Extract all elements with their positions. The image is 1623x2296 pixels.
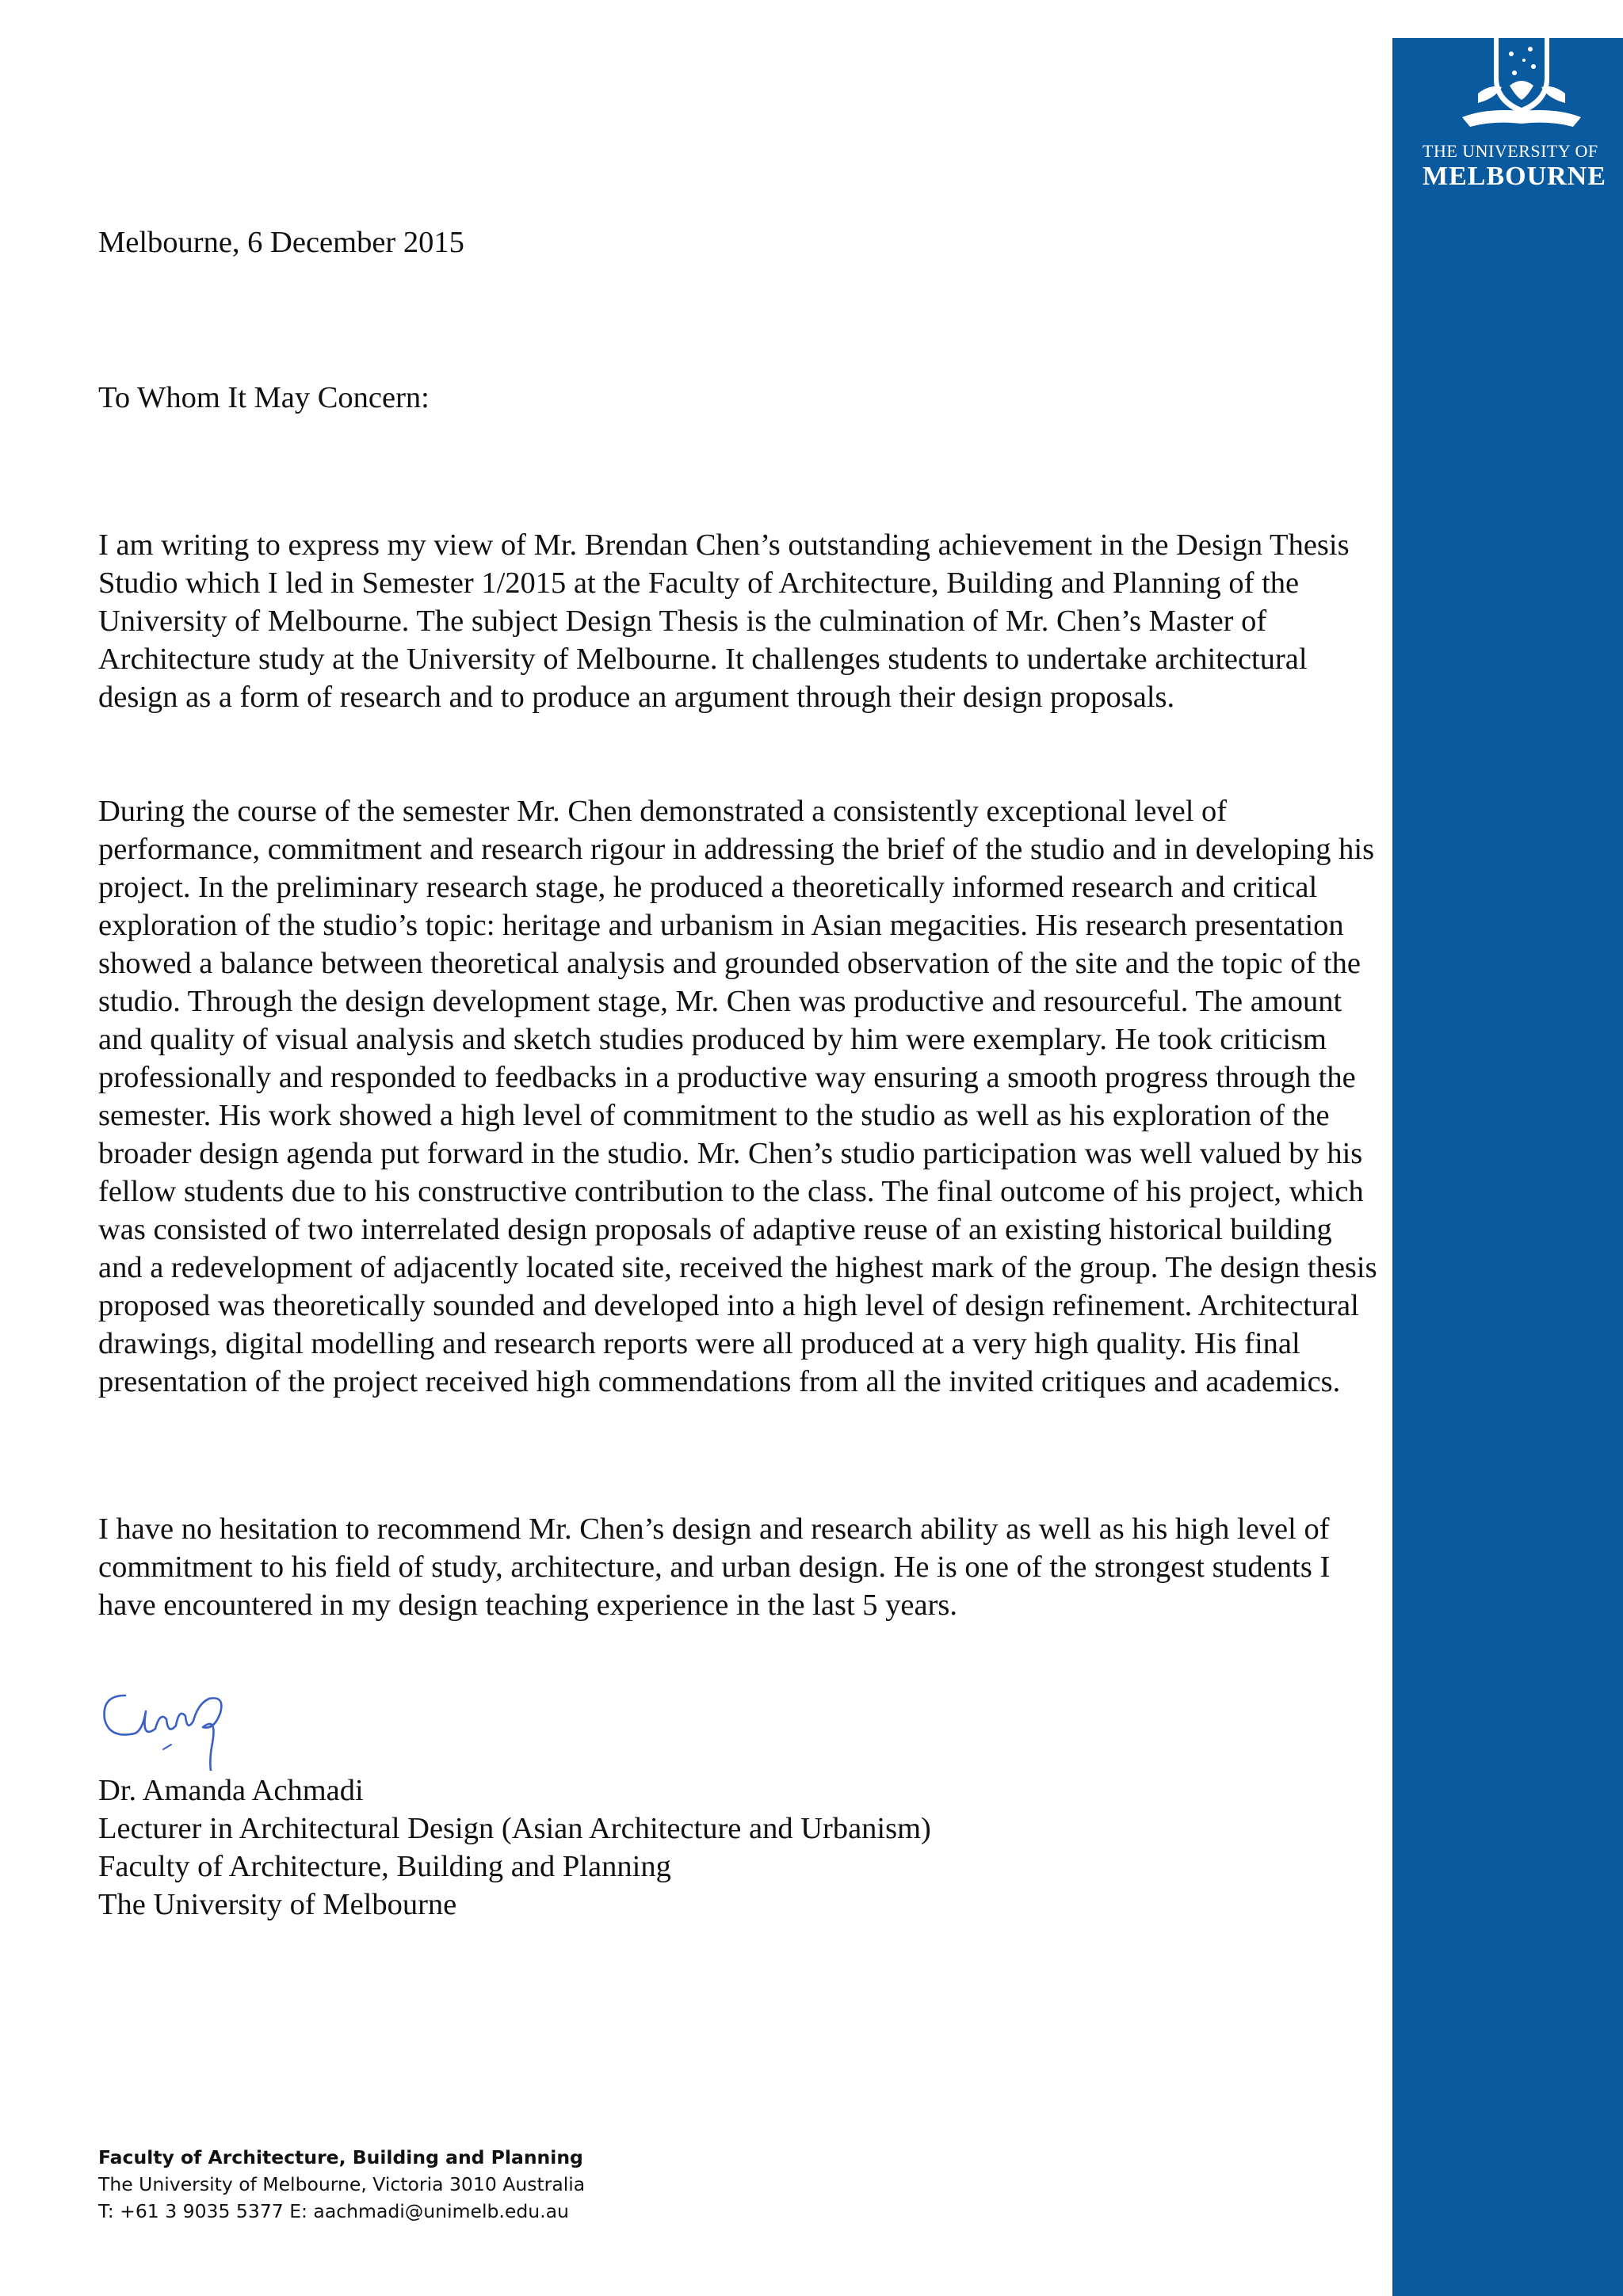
handwritten-signature [94,1664,252,1771]
footer-faculty: Faculty of Architecture, Building and Planning [98,2146,583,2168]
logo-line-university: THE UNIVERSITY OF [1423,141,1598,161]
letter-paragraph: I have no hesitation to recommend Mr. Chen’s design and research ability as well as his high level of commitment to his field of study, architecture, and urban design. He is one of the strongest students I have encountered in my design teaching experience in the last 5 years. [98,1512,1331,1622]
letter-date: Melbourne, 6 December 2015 [98,226,464,259]
signature-block [98,1772,931,1924]
letter-salutation: To Whom It May Concern: [98,381,430,414]
signatory-university: The University of Melbourne [98,1888,457,1921]
signatory-name: Dr. Amanda Achmadi [98,1774,364,1807]
signatory-title: Lecturer in Architectural Design (Asian Architecture and Urbanism) [98,1812,931,1845]
footer-address: The University of Melbourne, Victoria 3010 Australia [98,2173,586,2195]
footer-contact: T: +61 3 9035 5377 E: aachmadi@unimelb.edu.au [98,2200,569,2222]
university-logo [1423,38,1623,208]
letterhead-footer [98,2144,585,2225]
logo-line-melbourne: MELBOURNE [1423,162,1606,191]
brand-sidebar [1392,38,1623,2296]
university-crest-icon [1454,38,1589,149]
letter-paragraph: During the course of the semester Mr. Chen demonstrated a consistently exceptional level of performance, commitment and research rigour in addressing the brief of the studio and in developing his project. In the preliminary research stage, he produced a theoretically informed research and critical exploration of the studio’s topic: heritage and urbanism in Asian megacities. His research presentation showed a balance between theoretical analysis and grounded observation of the site and the topic of the studio. Through the design development stage, Mr. Chen was productive and resourceful. The amount and quality of visual analysis and sketch studies produced by him were exemplary. He took criticism professionally and responded to feedbacks in a productive way ensuring a smooth progress through the semester. His work showed a high level of commitment to the studio as well as his exploration of the broader design agenda put forward in the studio. Mr. Chen’s studio participation was well valued by his fellow students due to his constructive contribution to the class. The final outcome of his project, which was consisted of two interrelated design proposals of adaptive reuse of an existing historical building and a redevelopment of adjacently located site, received the highest mark of the group. The design thesis proposed was theoretically sounded and developed into a high level of design refinement. Architectural drawings, digital modelling and research reports were all produced at a very high quality. His final presentation of the project received high commendations from all the invited critiques and academics. [98,795,1377,1398]
signatory-faculty: Faculty of Architecture, Building and Planning [98,1850,671,1883]
letter-paragraph: I am writing to express my view of Mr. Brendan Chen’s outstanding achievement in the Design Thesis Studio which I led in Semester 1/2015 at the Faculty of Architecture, Building and Planning of the University of Melbourne. The subject Design Thesis is the culmination of Mr. Chen’s Master of Architecture study at the University of Melbourne. It challenges students to undertake architectural design as a form of research and to produce an argument through their design proposals. [98,528,1350,714]
